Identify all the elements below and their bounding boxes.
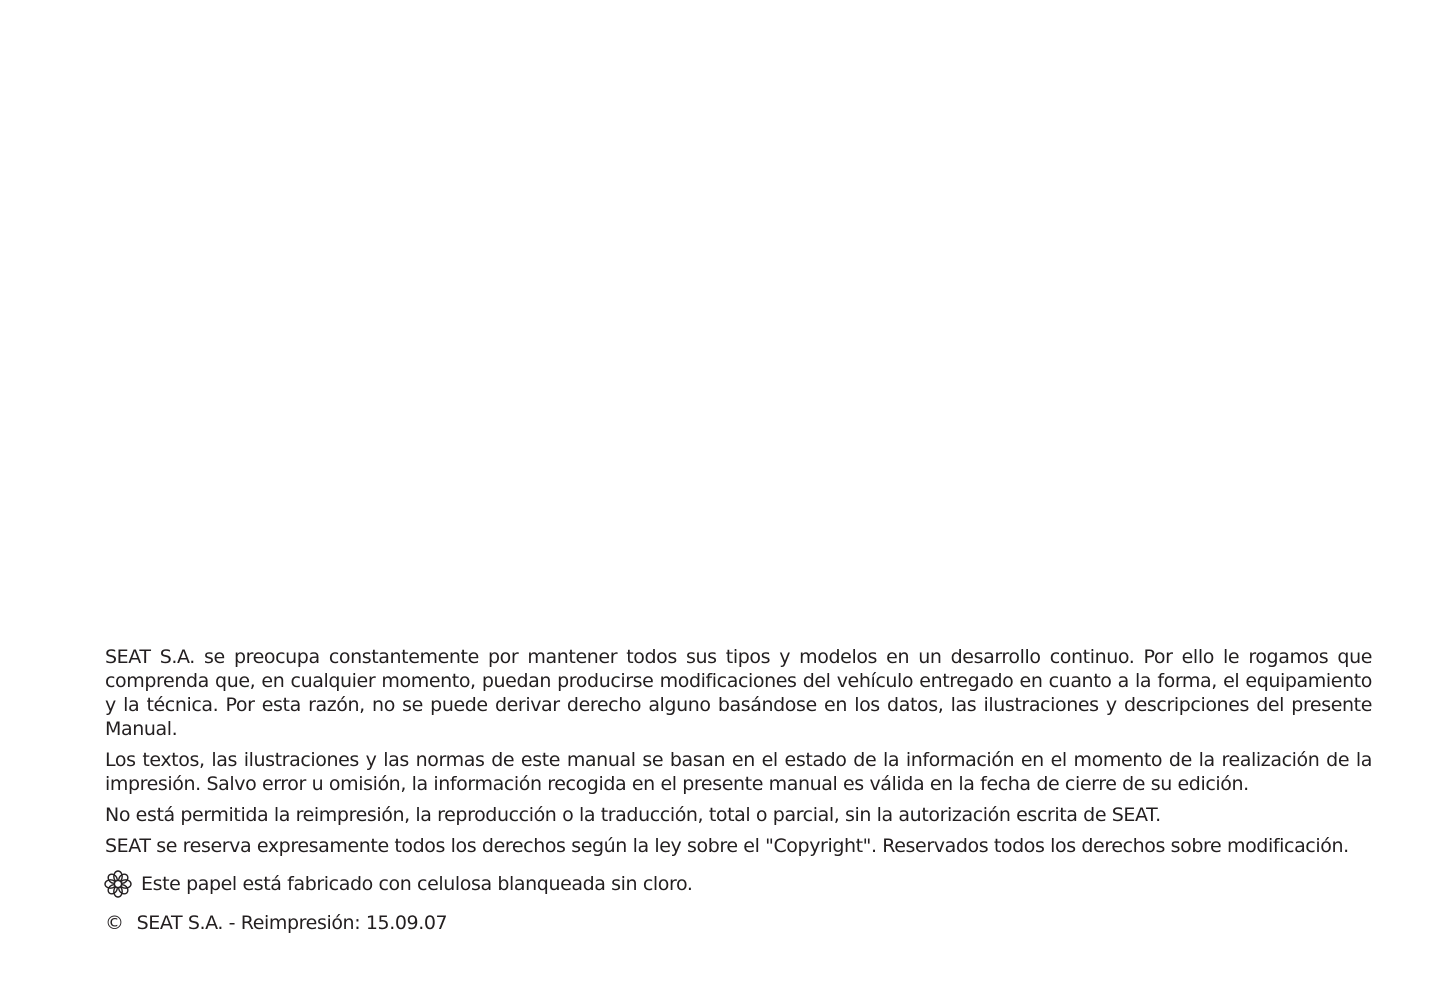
flower-icon — [103, 869, 133, 899]
copyright-text: SEAT S.A. - Reimpresión: 15.09.07 — [136, 912, 448, 934]
paper-note — [105, 868, 1372, 900]
paragraph-reprint-prohibited: No está permitida la reimpresión, la reproducción o la traducción, total o parcial, sin la autorización escrita de SEAT. — [105, 804, 1161, 826]
paper-note-text: Este papel está fabricado con celulosa blanqueada sin cloro. — [141, 873, 693, 895]
paragraph-development: SEAT S.A. se preocupa constantemente por mantener todos sus tipos y modelos en un desarrollo continuo. Por ello le rogamos que comprenda que, en cualquier momento, puedan producirse modificaciones del vehículo entregado en cuanto a la forma, el equipamiento y la técnica. Por esta razón, no se puede derivar derecho alguno basándose en los datos, las ilustraciones y descripciones del presente Manual. — [105, 646, 1372, 740]
copyright-line — [105, 911, 1372, 935]
paragraph-information-state: Los textos, las ilustraciones y las normas de este manual se basan en el estado de la información en el momento de la realización de la impresión. Salvo error u omisión, la información recogida en el presente manual es válida en la fecha de cierre de su edición. — [105, 749, 1372, 795]
legal-notice — [105, 645, 1372, 935]
paragraph-copyright-reserved: SEAT se reserva expresamente todos los derechos según la ley sobre el "Copyright". Reservados todos los derechos sobre modificación. — [105, 835, 1349, 857]
copyright-symbol: © — [105, 912, 124, 934]
